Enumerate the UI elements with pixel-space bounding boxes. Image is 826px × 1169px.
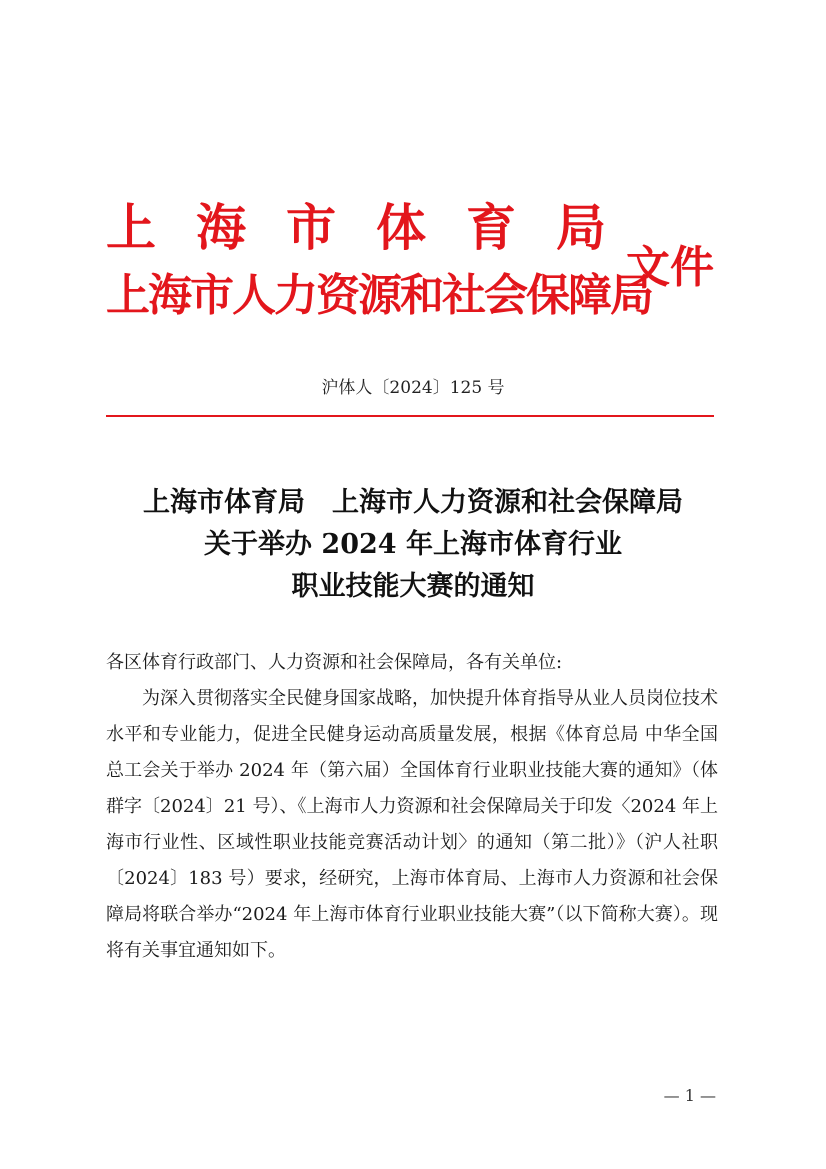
salutation: 各区体育行政部门、人力资源和社会保障局，各有关单位: — [106, 652, 563, 673]
org1-char: 上 — [106, 198, 156, 257]
org1-char: 育 — [466, 198, 516, 257]
document-body — [106, 645, 718, 969]
org1-char: 海 — [196, 198, 246, 257]
body-paragraph: 为深入贯彻落实全民健身国家战略，加快提升体育指导从业人员岗位技术水平和专业能力，促进全民健身运动高质量发展，根据《体育总局 中华全国总工会关于举办 2024 年（第六届）全国体育行业职业技能大赛的通知》（体群字〔2024〕21 号）、《上海市人力资源和社会保障局关于印发〈2024 年上海市行业性、区域性职业技能竞赛活动计划〉的通知（第二批）》（沪人社职〔2024〕183 号）要求，经研究，上海市体育局、上海市人力资源和社会保障局将联合举办“2024 年上海市体育行业职业技能大赛”（以下简称大赛）。现将有关事宜通知如下。 — [106, 688, 718, 961]
title-line-1: 上海市体育局 上海市人力资源和社会保障局 — [143, 487, 683, 518]
org1-char: 市 — [286, 198, 336, 257]
title-line-2: 关于举办 2024 年上海市体育行业 — [204, 529, 622, 560]
org1-char: 体 — [376, 198, 426, 257]
document-type-label: 文件 — [626, 242, 714, 293]
issuing-org-sports-bureau — [106, 196, 606, 260]
issuing-org-hr-bureau: 上海市人力资源和社会保障局 — [106, 270, 652, 321]
document-number: 沪体人〔2024〕125 号 — [321, 378, 505, 398]
red-divider-line — [106, 415, 714, 417]
document-title — [90, 482, 736, 608]
title-line-3: 职业技能大赛的通知 — [291, 571, 535, 602]
org1-char: 局 — [556, 198, 606, 257]
page-number: — 1 — — [663, 1086, 716, 1105]
